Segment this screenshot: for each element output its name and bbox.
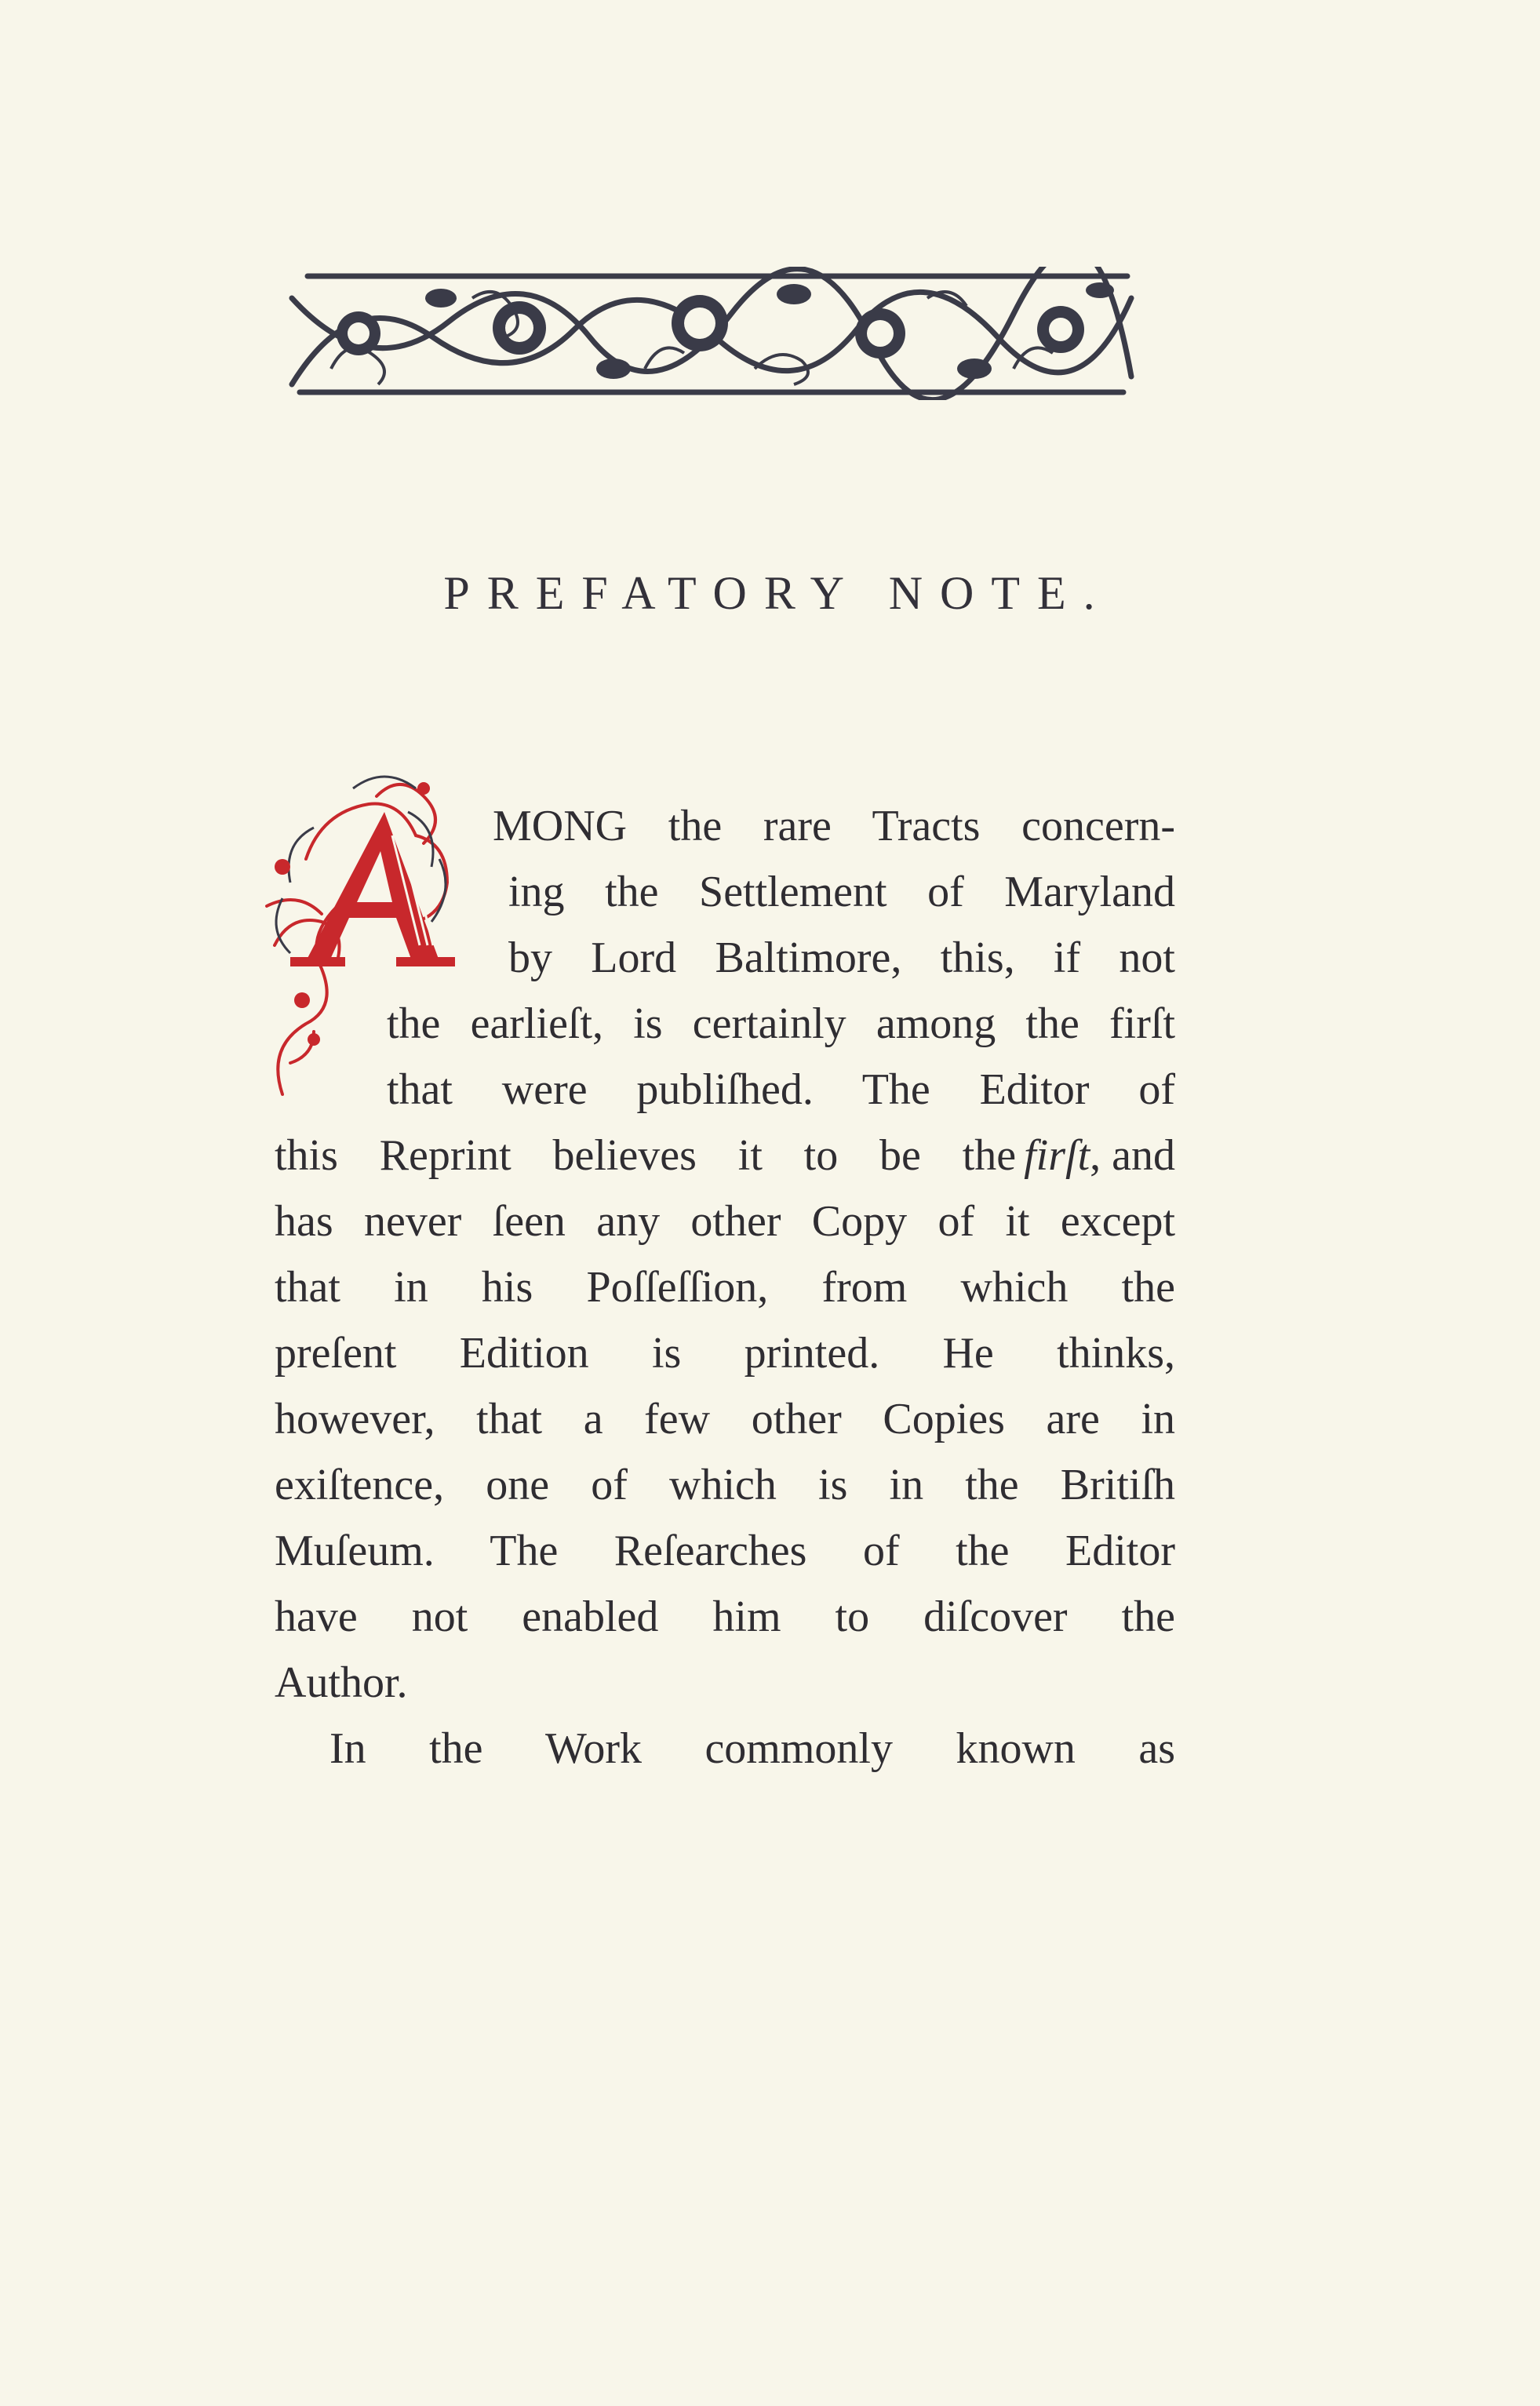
text-line-4: the earlieſt, is certainly among the firſt [387,999,1175,1048]
text-line-15: In the Work commonly known as [329,1724,1175,1773]
emphasis-first: firſt [1024,1131,1090,1180]
floral-headpiece-ornament [284,267,1139,400]
text-line-1: MONG the rare Tracts concern- [493,802,1175,850]
text-line-5: that were publiſhed. The Editor of [387,1065,1175,1114]
text-line-7: has never ſeen any other Copy of it except [275,1197,1175,1246]
text-line-12: Muſeum. The Reſearches of the Editor [275,1527,1175,1575]
text-line-2: ing the Settlement of Maryland [508,868,1175,916]
text-line-13: have not enabled him to diſcover the [275,1592,1175,1641]
text-line-11: exiſtence, one of which is in the Britiſh [275,1461,1175,1509]
text-line-14: Author. [275,1658,408,1707]
text-line-9: preſent Edition is printed. He thinks, [275,1329,1175,1378]
text-line-10: however, that a few other Copies are in [275,1395,1175,1443]
text-line-6-start: this Reprint believes it to be the [275,1131,1017,1180]
text-line-6-end: , and [1090,1131,1175,1180]
page-title: PREFATORY NOTE. [443,567,1112,619]
text-line-6 [275,1123,1175,1188]
text-line-8: that in his Poſſeſſion, from which the [275,1263,1175,1312]
text-line-3: by Lord Baltimore, this, if not [508,934,1175,982]
